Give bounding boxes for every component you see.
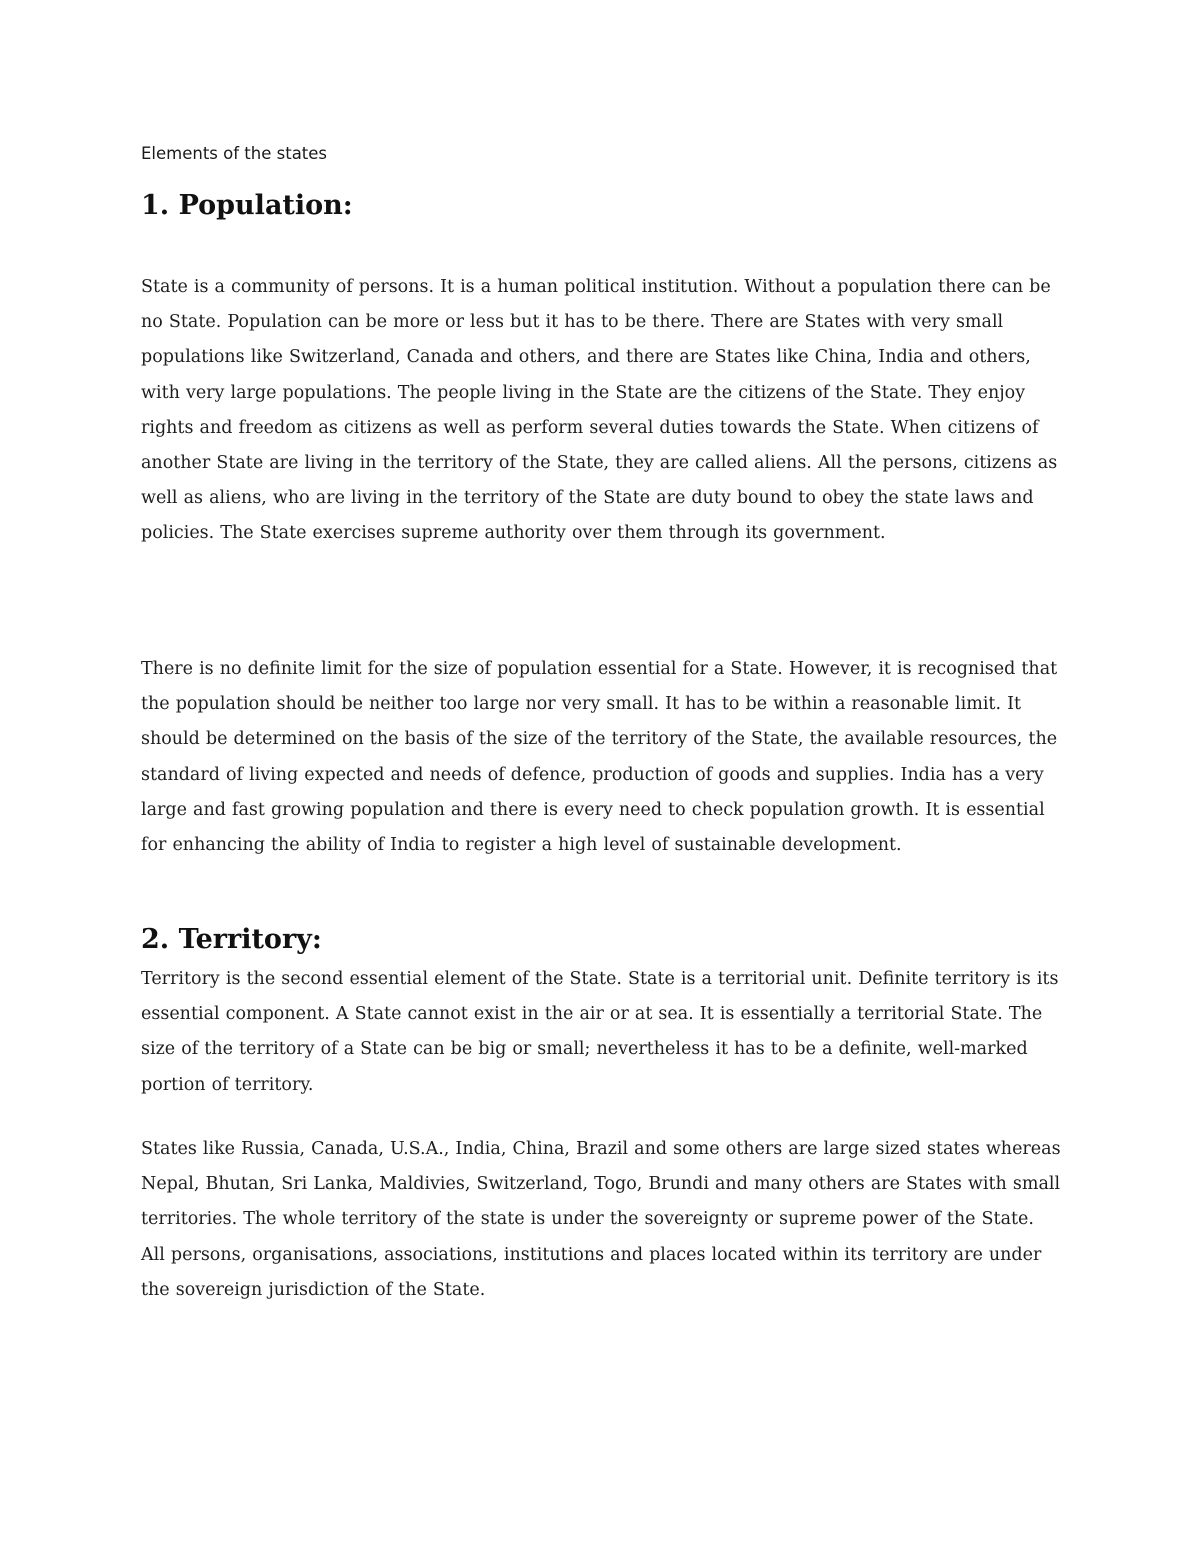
territory-paragraph-1: Territory is the second essential element of the State. State is a territorial unit. Definite territory is its essential component. A State cannot exist in the air or at sea. It is essentially a territorial State. The size of the territory of a State can be big or small; nevertheless it has to be a definite, well-marked portion of territory.: [141, 969, 1059, 1095]
population-paragraph-1: State is a community of persons. It is a human political institution. Without a population there can be no State. Population can be more or less but it has to be there. There are States with very small populations like Switzerland, Canada and others, and there are States like China, India and others, with very large populations. The people living in the State are the citizens of the State. They enjoy rights and freedom as citizens as well as perform several duties towards the State. When citizens of another State are living in the territory of the State, they are called aliens. All the persons, citizens as well as aliens, who are living in the territory of the State are duty bound to obey the state laws and policies. The State exercises supreme authority over them through its government.: [141, 277, 1058, 544]
population-paragraph-2: There is no definite limit for the size of population essential for a State. However, it is recognised that the population should be neither too large nor very small. It has to be within a reasonable limit. It should be determined on the basis of the size of the territory of the State, the available resources, the standard of living expected and needs of defence, production of goods and supplies. India has a very large and fast growing population and there is every need to check population growth. It is essential for enhancing the ability of India to register a high level of sustainable development.: [141, 659, 1058, 856]
section-heading-territory: 2. Territory:: [141, 924, 322, 955]
territory-paragraph-2: States like Russia, Canada, U.S.A., India, China, Brazil and some others are large sized states whereas Nepal, Bhutan, Sri Lanka, Maldivies, Switzerland, Togo, Brundi and many others are States with small territories. The whole territory of the state is under the sovereignty or supreme power of the State. All persons, organisations, associations, institutions and places located within its territory are under the sovereign jurisdiction of the State.: [141, 1139, 1061, 1300]
document-title: Elements of the states: [141, 144, 328, 163]
section-heading-population: 1. Population:: [141, 190, 353, 221]
